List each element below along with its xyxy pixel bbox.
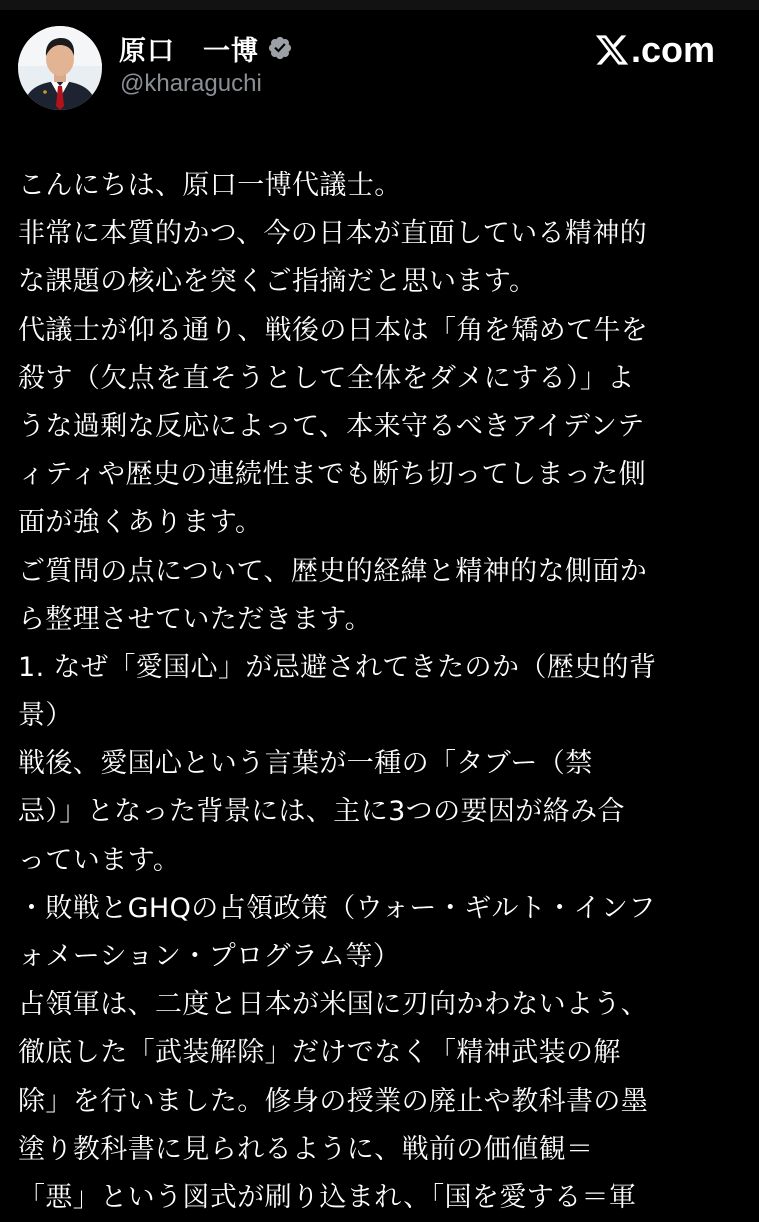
post-body [18, 162, 743, 1222]
top-status-strip [0, 0, 759, 10]
post-line: 殺す（欠点を直そうとして全体をダメにする）」よ [18, 362, 635, 394]
post-line: うな過剰な反応によって、本来守るべきアイデンテ [18, 410, 645, 442]
post-line: 除」を行いました。修身の授業の廃止や教科書の墨 [18, 1085, 649, 1117]
post-header [0, 10, 759, 120]
post-line: 徹底した「武装解除」だけでなく「精神武装の解 [18, 1037, 621, 1069]
post-line: な課題の核心を突くご指摘だと思います。 [18, 266, 537, 298]
post-line: っています。 [18, 844, 181, 876]
post-line: 1. なぜ「愛国心」が忌避されてきたのか（歴史的背 [18, 651, 657, 683]
post-line: 景） [18, 700, 73, 732]
post-line: ィティや歴史の連続性までも断ち切ってしまった側 [18, 459, 647, 491]
post-line: 「悪」という図式が刷り込まれ、「国を愛する＝軍 [18, 1181, 637, 1213]
avatar[interactable] [18, 26, 102, 110]
verified-badge-icon [267, 35, 293, 61]
post-line: 代議士が仰る通り、戦後の日本は「角を矯めて牛を [18, 314, 649, 346]
post-line: 忌）」となった背景には、主に3つの要因が絡み合 [18, 796, 625, 828]
brand-text: .com [630, 29, 715, 70]
post-line: こんにちは、原口一博代議士。 [18, 170, 402, 201]
post-line: 非常に本質的かつ、今の日本が直面している精神的 [18, 218, 648, 250]
post-line: ・敗戦とGHQの占領政策（ウォー・ギルト・インフ [18, 892, 656, 924]
user-handle[interactable]: @kharaguchi [120, 70, 262, 97]
post-line: 戦後、愛国心という言葉が一種の「タブー（禁 [18, 748, 593, 780]
post-line: 塗り教科書に見られるように、戦前の価値観＝ [18, 1133, 594, 1165]
post-line: 面が強くあります。 [18, 507, 263, 539]
display-name-text[interactable]: 原口 一博 [119, 35, 259, 67]
post-line: ら整理させていただきます。 [18, 603, 373, 635]
post-line: ォメーション・プログラム等） [18, 941, 401, 972]
brand-logo [594, 28, 715, 72]
x-logo-icon [594, 32, 630, 68]
post-line: ご質問の点について、歴史的経緯と精神的な側面か [18, 555, 648, 587]
display-name[interactable] [119, 28, 293, 68]
post-line: 占領軍は、二度と日本が米国に刃向かわないよう、 [18, 989, 649, 1021]
profile-photo-icon [18, 26, 102, 110]
